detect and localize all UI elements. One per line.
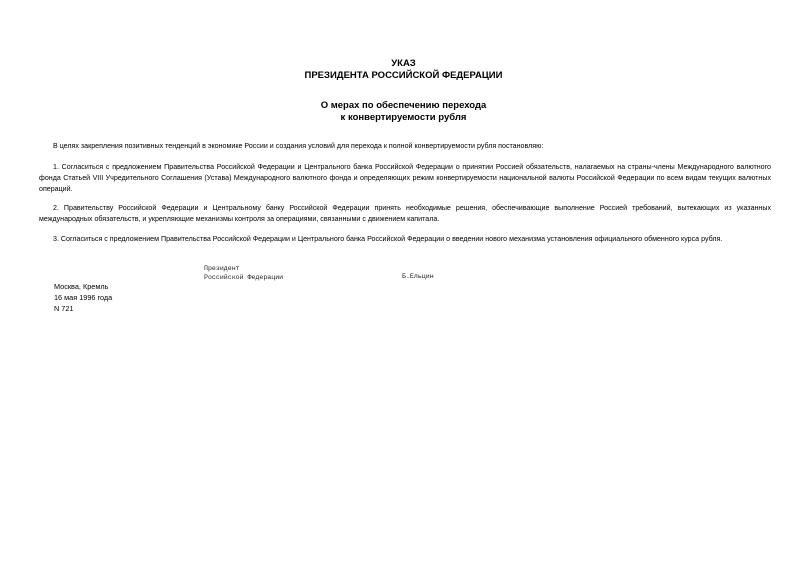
signatory-title-line2: Российской Федерации (204, 274, 284, 281)
signing-date: 16 мая 1996 года (54, 293, 113, 302)
signatory-name: Б.Ельцин (402, 273, 434, 280)
decree-type: УКАЗ (391, 58, 416, 69)
signatory-title (204, 264, 283, 282)
preamble-paragraph: В целях закрепления позитивных тенденций в экономике России и создания условий для перехода к полной конвертируемости рубля постановляю: (53, 142, 544, 150)
decree-number: N 721 (54, 304, 74, 313)
clause-2-paragraph: 2. Правительству Российской Федерации и Центральному банку Российской Федерации принять необходимые решения, обеспечивающие выполнение Россией требований, вытекающих из указанных международных обязательств, и укрепляющие механизмы контроля за операциями, связанными с движением капитала. (39, 204, 771, 223)
signatory-title-line1: Президент (204, 265, 240, 272)
signing-place: Москва, Кремль (54, 282, 109, 291)
clause-1-paragraph: 1. Согласиться с предложением Правительства Российской Федерации и Центрального банка Российской Федерации о принятии Россией обязательств, налагаемых на страны-члены Международного валютного фонда Статьей VIII Учредительного Соглашения (Устава) Международного валютного фонда и определяющих режим конвертируемости национальной валюты Российской Федерации по всем видам текущих валютных операций. (39, 163, 771, 193)
clause-3-paragraph: 3. Согласиться с предложением Правительства Российской Федерации и Центрального банка Российской Федерации о введении нового механизма установления официального обменного курса рубля. (53, 235, 723, 243)
decree-subject-line1: О мерах по обеспечению перехода (320, 100, 487, 111)
decree-subject-line2: к конвертируемости рубля (340, 112, 467, 123)
decree-issuer: ПРЕЗИДЕНТА РОССИЙСКОЙ ФЕДЕРАЦИИ (304, 70, 503, 81)
decree-heading (0, 58, 807, 82)
decree-subject (0, 100, 807, 124)
